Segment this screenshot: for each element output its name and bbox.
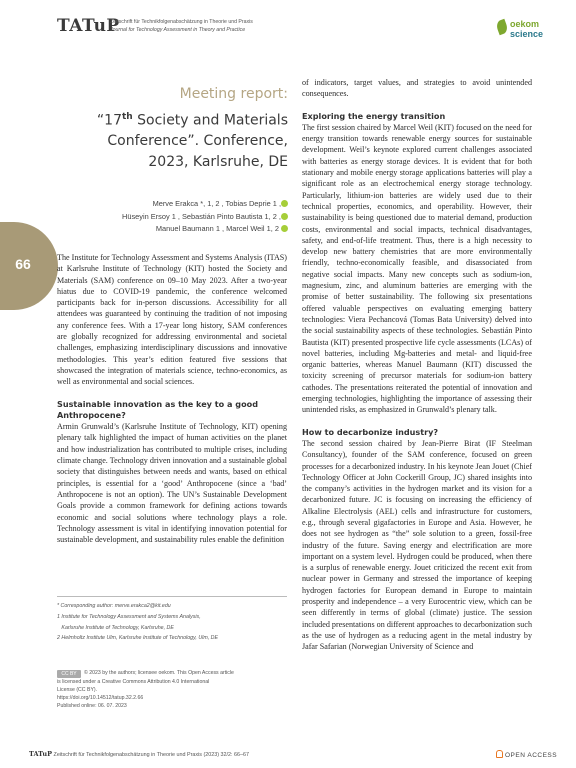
footnotes [57,601,287,644]
body-column-right [302,77,532,653]
publisher-logo [497,18,544,48]
footnote: 2 Helmholtz Institute Ulm, Karlsruhe Institute of Technology, Ulm, DE [57,635,219,642]
cc-license-icon[interactable]: CC BY [57,670,81,678]
body-paragraph: The first session chaired by Marcel Weil (KIT) focused on the need for energy transition towards renewable energy sources for sustainable development. Weil’s keynote explored current challenges associated with batteries as energy storage devices. It is evident that for both stationary and mobile energy storage applications batteries will play a significant role as an electrochemical energy storage technology. Particularly, lithium-ion batteries are widely used due to their technical properties, economics, and operability. However, their sustainability is being questioned due to material demand, production costs, environmental and social impacts, technical disadvantages, safety, and end-of-life treatment. Thus, there is a high necessity to develop new battery chemistries that are more environmentally friendly, techno-economically feasible, and disassociated from negative social impacts. Many new concepts such as sodium-ion, magnesium, zinc, and aluminum batteries are emerging with the promise of better sustainability. The following six presentations offered valuable perspectives on evaluating emerging battery technologies: Viera Pechancová (Tomas Bata University) delved into the social sustainability aspects of these technologies. Sebastián Pinto Bautista (KIT) presented prospective life cycle assessments (LCAs) of novel batteries, including Mg-batteries and metal- and liquid-free organic batteries, whereas Manuel Baumann (KIT) discussed the toxicity screening of precursor materials for sodium-ion battery cathodes. The presentations reiterated the potential of innovation and emerging technologies, highlighting the importance of assessing their unintended risks, as emphasized in Grunwald’s plenary talk. [302,122,532,415]
body-paragraph: Armin Grunwald’s (Karlsruhe Institute of Technology, KIT) opening plenary talk highlighted the impact of human activities on the planet and how industrialization has contributed to multiple crises, including climate change. Technology driven innovation and a sustainable global society that distinguishes between needs and wants, based on ethical principles, is essential for a ‘good’ Anthropocene (since a ‘bad’ Anthropocene is not an option). The UN’s Sustainable Development Goals provide a common framework for defining actions towards economic and social solutions where technology plays a role. Technology assessment is vital in identifying innovation potential for sustainable development, and sustainability rules enable the definition [57,422,287,545]
body-paragraph: The second session chaired by Jean-Pierre Birat (IF Steelman Consultancy), founder of the SAM conference, focused on green processes for a decarbonized industry. In his keynote Jean Jouet (Chief Technology Officer at John Cockerill Group, JC) shared insights into the company’s activities in the hydrogen market and its vision for a decarbonized future. JC is focusing on increasing the efficiency of Alkaline Electrolysis (AEL) cells and infrastructure for customers, e.g., through several gigafactories in Europe and Asia. However, he does not see hydrogen as “the” sole solution to a green, fossil-free industry of the future. Saving energy and electrification are more important on a system level. Hydrogen could be produced, when there is a surplus of renewable energy. Jouet criticized the recent exit from nuclear power in Germany and stressed the importance of keeping hydrogen factories for European demand in Europe to maintain prosperity and independence – a very Eurocentric view, which can be seen differently in terms of global (climate) justice. The session included presentations on different approaches to decarbonization such as the use of hydrogen as a reducing agent in the metal industry by Jafar Safarian (Norwegian University of Science and [302,438,532,652]
intro-paragraph: The Institute for Technology Assessment and Systems Analysis (ITAS) at Karlsruhe Institute of Technology (KIT) hosted the Society and Materials (SAM) conference on 09–10 May 2023. After a two-year hiatus due to COVID-19 pandemic, the conference welcomed participants back for in-person discussions. Accessibility for all attendees was guaranteed by continuing the tradition of not imposing any conference fees. With a 17-year long history, SAM conferences are globally recognized for addressing environmental and societal challenges, emphasizing interdisciplinary discussions and innovative methodologies. This year’s edition featured five sessions that showcased the integration of materials science, techno-economics, as well as environmental and social sciences. [57,253,287,387]
body-paragraph: of indicators, target values, and strategies to avoid unintended consequences. [302,78,532,99]
license-block [57,669,287,710]
title-part: “17 [96,112,122,129]
journal-logo: TATuP [57,16,120,36]
author-list [58,198,288,236]
publisher-name: oekom [510,19,540,29]
leaf-icon [495,19,509,36]
open-access-badge [494,750,557,759]
author-line: Merve Erakca *, 1, 2 , Tobias Deprie 1 , [152,199,281,208]
section-heading: Exploring the energy transition [302,110,446,121]
orcid-icon[interactable] [281,200,288,207]
section-heading: How to decarbonize industry? [302,426,439,437]
journal-title-en: Journal for Technology Assessment in Theory and Practice [110,27,246,33]
article-title [58,107,288,172]
page-number-tab [0,222,58,310]
title-line: 2023, Karlsruhe, DE [148,153,288,170]
body-column-left [57,252,287,545]
orcid-icon[interactable] [281,213,288,220]
page-number: 66 [15,256,31,272]
footnote: Karlsruhe Institute of Technology, Karlsruhe, DE [57,624,174,631]
footnote-divider [57,596,287,597]
title-line: Conference”. Conference, [107,133,288,150]
published-date: Published online: 06. 07. 2023 [57,703,127,710]
license-text: © 2023 by the authors; licensee oekom. This Open Access article [84,670,234,676]
footer-citation: Zeitschrift für Technikfolgenabschätzung in Theorie und Praxis (2023) 32/2: 66–67 [53,752,250,758]
footer-journal-abbrev: TATuP [29,750,53,758]
page-footer [29,750,329,758]
author-line: Manuel Baumann 1 , Marcel Weil 1, 2 [155,224,281,234]
footnote: * Corresponding author: merve.erakca2@kit.edu [57,603,171,609]
article-kicker: Meeting report: [179,86,288,102]
author-line: Hüseyin Ersoy 1 , Sebastián Pinto Bautista 1, 2 , [122,211,281,221]
footnote: 1 Institute for Technology Assessment and Systems Analysis, [57,613,201,620]
doi-link[interactable]: https://doi.org/10.14512/tatup.32.2.66 [57,695,144,702]
open-lock-icon [496,750,503,758]
license-text: License (CC BY). [57,687,98,694]
title-part: Society and Materials [132,112,288,129]
orcid-icon[interactable] [281,225,288,232]
open-access-label: OPEN ACCESS [505,752,558,759]
title-superscript: th [121,112,133,122]
journal-title-de: Zeitschrift für Technikfolgenabschätzung in Theorie und Praxis [110,19,253,25]
section-heading: Sustainable innovation as the key to a good Anthropocene? [57,398,259,420]
license-text: is licensed under a Creative Commons Attribution 4.0 International [57,679,210,685]
publisher-sub: science [510,29,544,39]
